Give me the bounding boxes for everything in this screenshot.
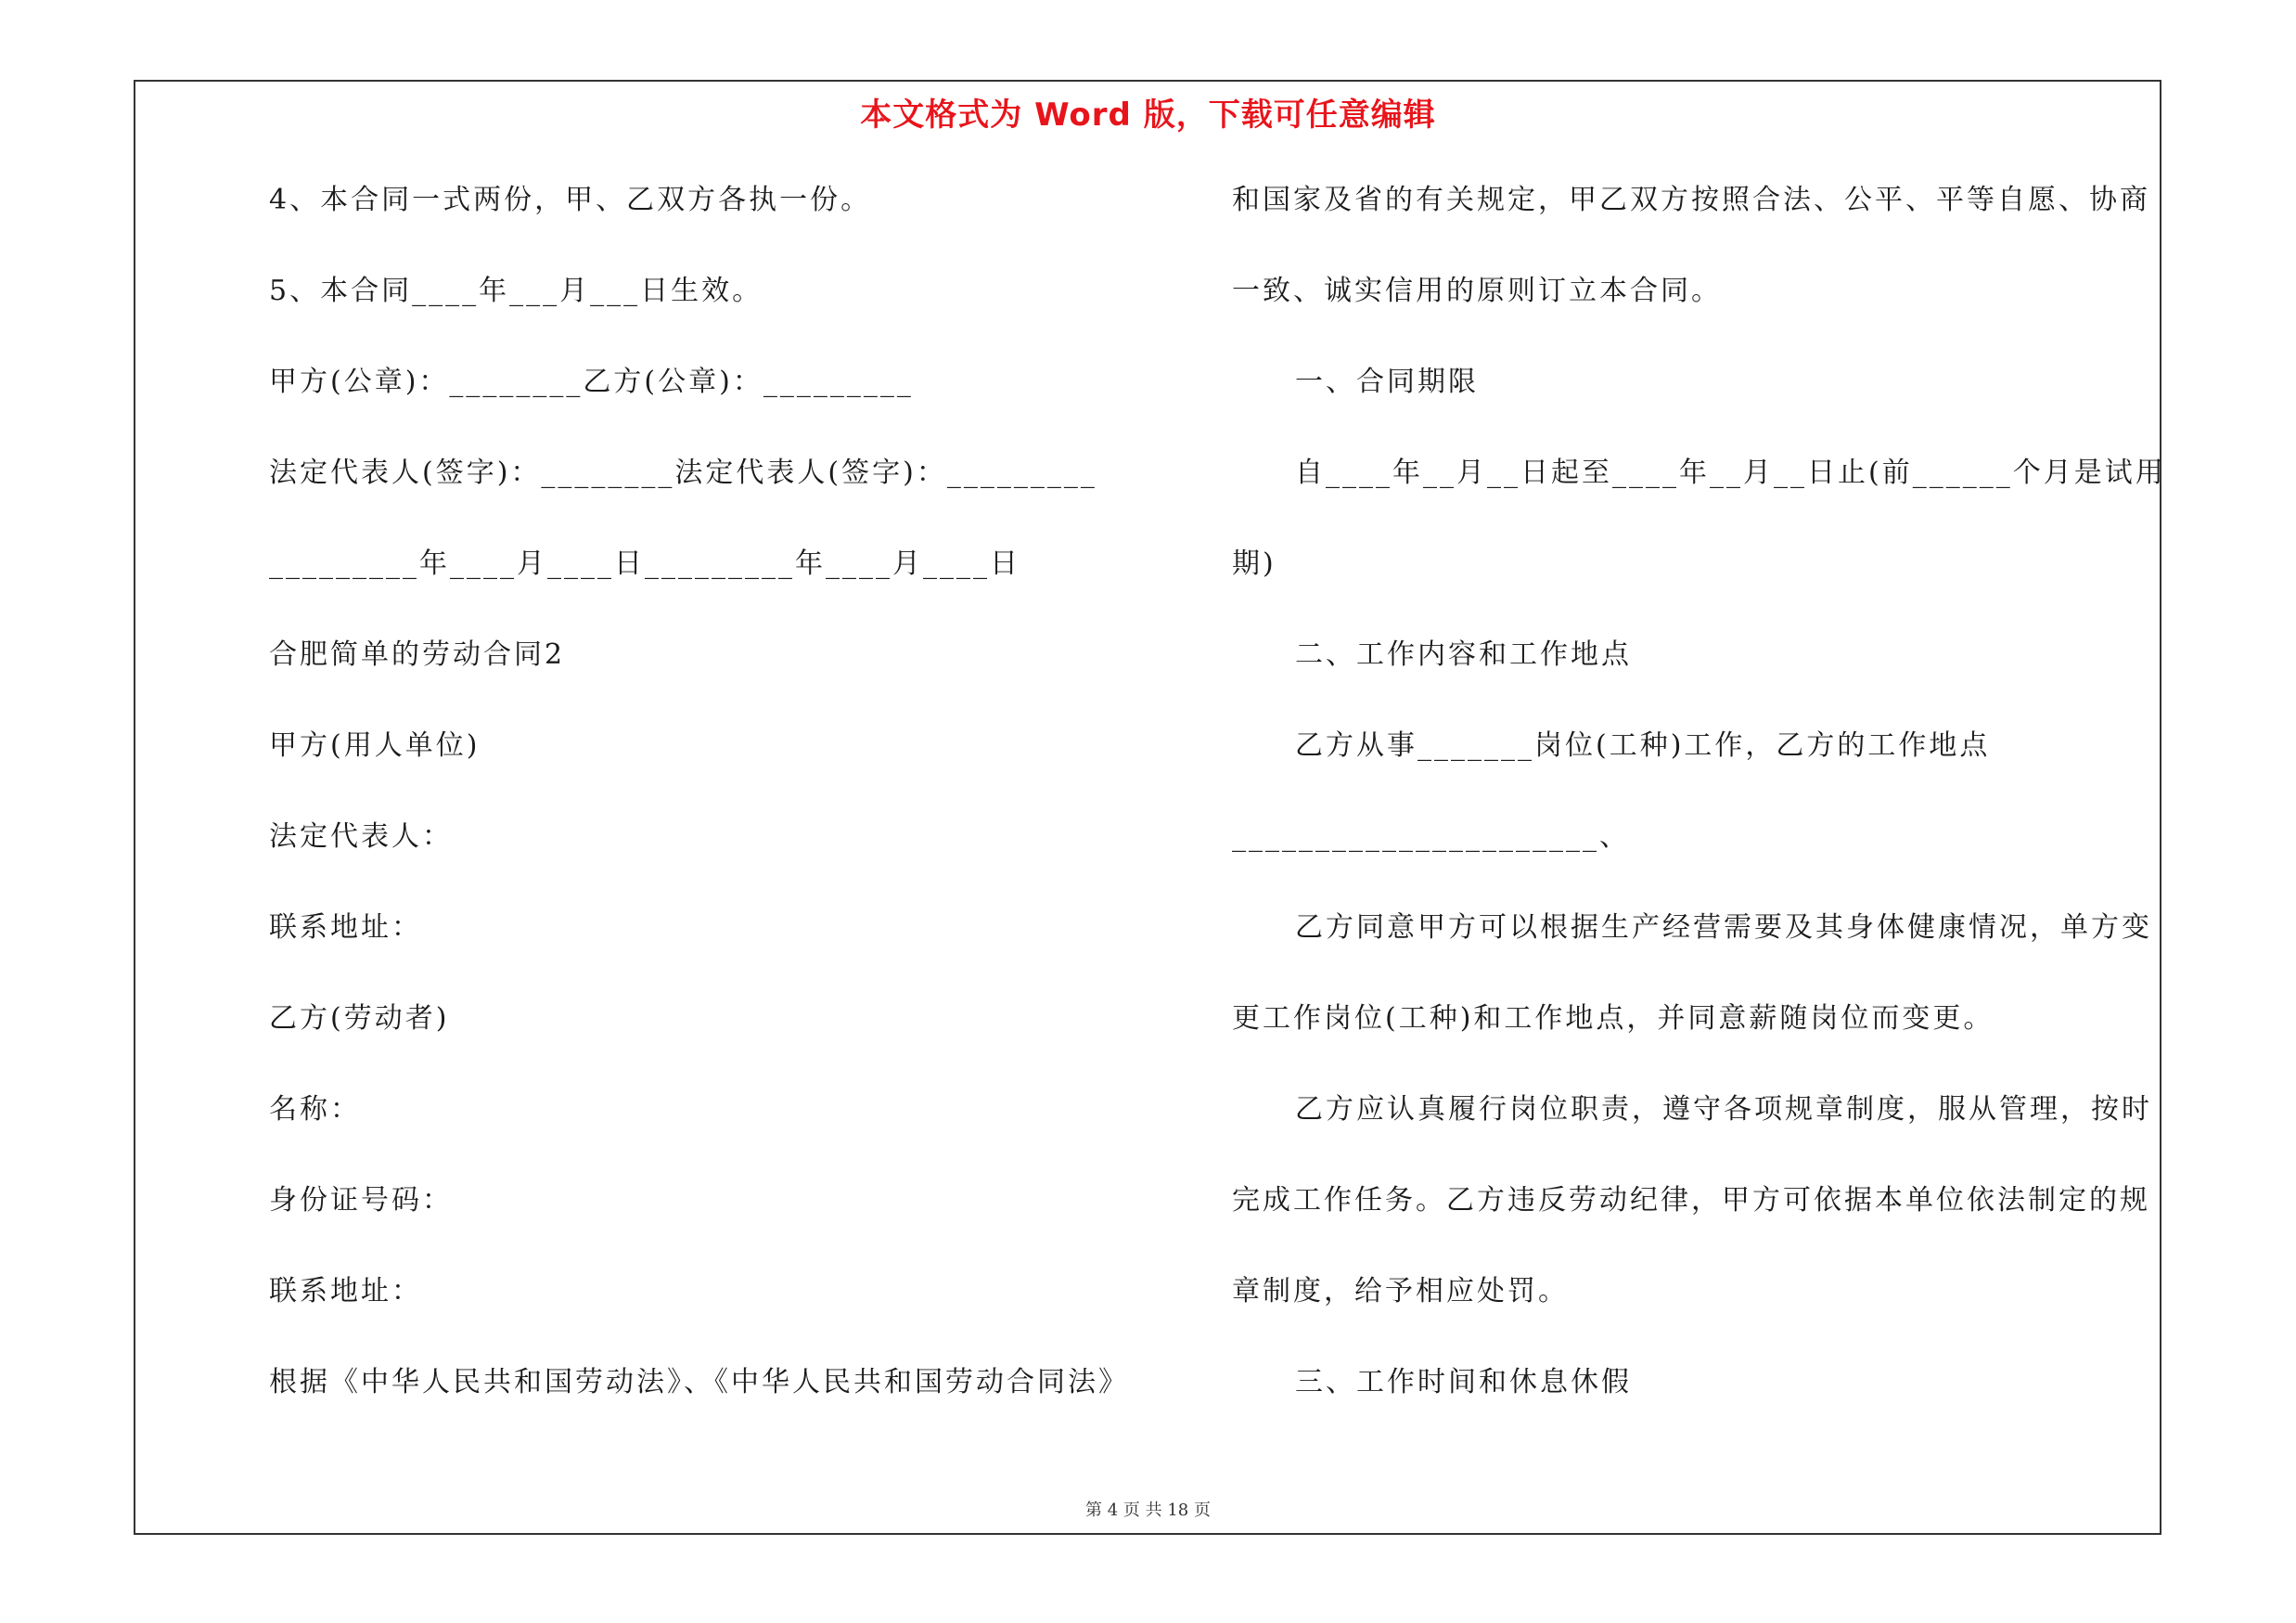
contract-term-dates: 自____年__月__日起至____年__月__日止(前______个月是试用 (1295, 457, 2166, 489)
duties-clause: 乙方应认真履行岗位职责，遵守各项规章制度，服从管理，按时 (1295, 1093, 2152, 1126)
duties-clause-cont: 完成工作任务。乙方违反劳动纪律，甲方可依据本单位依法制定的规 (1232, 1184, 2150, 1217)
work-location-blank: ______________________、 (1232, 820, 1630, 853)
party-b-heading: 乙方(劳动者) (269, 1002, 450, 1035)
party-a-address-label: 联系地址： (269, 911, 422, 944)
legal-basis-paragraph-end: 一致、诚实信用的原则订立本合同。 (1232, 275, 1722, 307)
legal-rep-signatures-line: 法定代表人(签字)：________法定代表人(签字)：_________ (269, 457, 1097, 489)
contract-2-title: 合肥简单的劳动合同2 (269, 638, 566, 671)
legal-basis-paragraph-start: 根据《中华人民共和国劳动法》、《中华人民共和国劳动合同法》 (269, 1366, 1129, 1398)
word-format-banner: 本文格式为 Word 版，下载可任意编辑 (860, 97, 1436, 134)
contract-copies-clause: 4、本合同一式两份，甲、乙双方各执一份。 (269, 184, 872, 216)
section-contract-term-heading: 一、合同期限 (1295, 366, 1479, 398)
party-b-id-number-label: 身份证号码： (269, 1184, 453, 1217)
page-number-footer: 第 4 页 共 18 页 (1085, 1501, 1211, 1520)
signing-dates-line: _________年____月____日_________年____月____日 (269, 547, 1020, 580)
party-a-heading: 甲方(用人单位) (269, 729, 481, 762)
legal-basis-paragraph-cont: 和国家及省的有关规定，甲乙双方按照合法、公平、平等自愿、协商 (1232, 184, 2150, 216)
contract-term-dates-end: 期) (1232, 547, 1276, 580)
party-seals-line: 甲方(公章)：________乙方(公章)：_________ (269, 366, 914, 398)
contract-effective-date-clause: 5、本合同____年___月___日生效。 (269, 275, 763, 307)
section-work-content-heading: 二、工作内容和工作地点 (1295, 638, 1632, 671)
position-change-clause-end: 更工作岗位(工种)和工作地点，并同意薪随岗位而变更。 (1232, 1002, 1995, 1035)
work-position-clause: 乙方从事_______岗位(工种)工作，乙方的工作地点 (1295, 729, 1991, 762)
party-b-address-label: 联系地址： (269, 1275, 422, 1307)
position-change-clause: 乙方同意甲方可以根据生产经营需要及其身体健康情况，单方变 (1295, 911, 2152, 944)
duties-clause-end: 章制度，给予相应处罚。 (1232, 1275, 1569, 1307)
party-b-name-label: 名称： (269, 1093, 361, 1126)
party-a-legal-rep-label: 法定代表人： (269, 820, 453, 853)
section-working-hours-heading: 三、工作时间和休息休假 (1295, 1366, 1632, 1398)
